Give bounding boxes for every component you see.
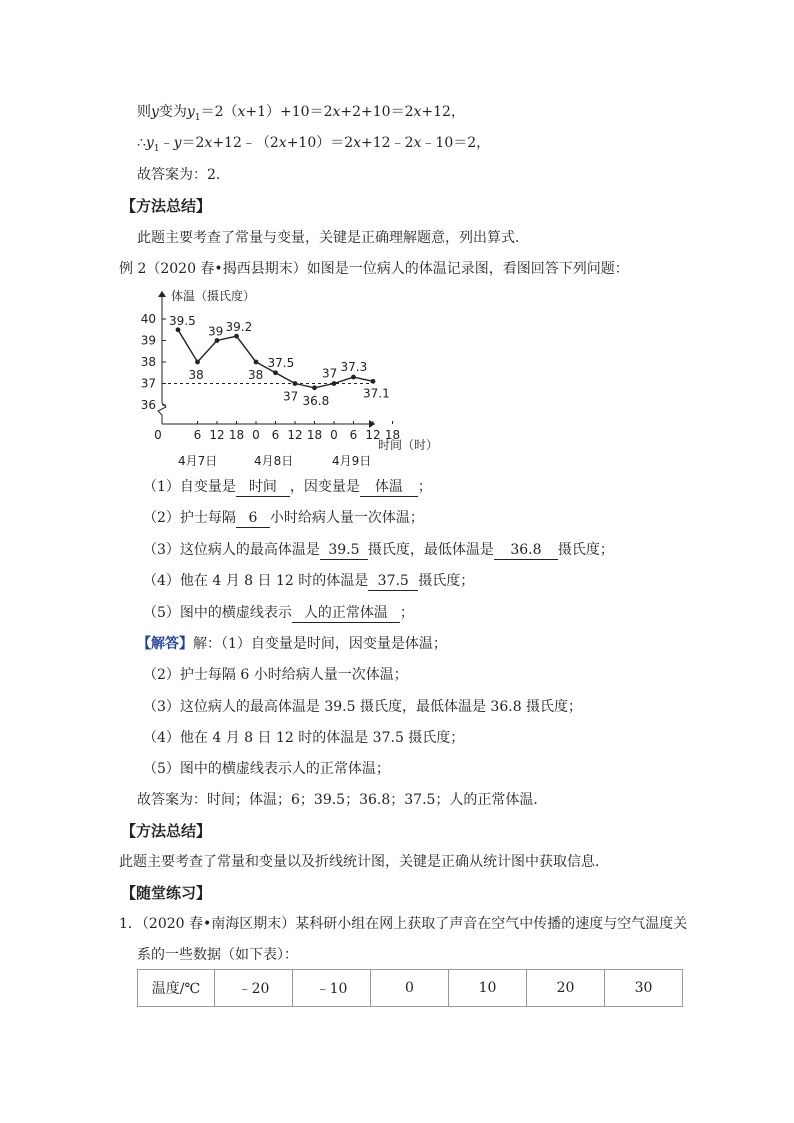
data-label: 37.3 bbox=[340, 360, 368, 375]
x-tick-label: 6 bbox=[271, 428, 280, 442]
answer-line-1: 【解答】解：（1）自变量是时间，因变量是体温； bbox=[137, 636, 447, 652]
method-summary-title-2: 【方法总结】 bbox=[121, 822, 212, 840]
x-tick-label: 18 bbox=[228, 428, 245, 442]
data-label: 37 bbox=[283, 389, 299, 404]
data-point bbox=[195, 360, 200, 365]
practice-title: 【随堂练习】 bbox=[121, 884, 212, 902]
data-label: 37.1 bbox=[363, 386, 390, 401]
x-tick-label: 6 bbox=[349, 428, 358, 442]
x-tick-label: 18 bbox=[306, 428, 323, 442]
question-1: （1）自变量是 时间 ，因变量是 体温 ； bbox=[143, 479, 432, 495]
table-cell: 10 bbox=[449, 970, 527, 1007]
data-label: 39.5 bbox=[169, 313, 196, 328]
temperature-line-chart bbox=[135, 283, 455, 473]
table-cell: ﹣10 bbox=[293, 970, 371, 1007]
x-tick-label: 0 bbox=[330, 428, 338, 442]
table-cell: 30 bbox=[605, 970, 683, 1007]
data-label: 39 bbox=[208, 324, 224, 339]
answer-line-3: （3）这位病人的最高体温是 39.5 摄氏度，最低体温是 36.8 摄氏度； bbox=[143, 699, 583, 715]
y-tick-label: 38 bbox=[140, 355, 156, 369]
data-label: 36.8 bbox=[302, 393, 330, 408]
table-cell: 0 bbox=[371, 970, 449, 1007]
solution-line-1: 则y变为$y_1=2(x+1)+10=2x+2+10=2x+12$， bbox=[137, 104, 465, 123]
question-3: （3）这位病人的最高体温是 39.5 摄氏度，最低体温是 36.8 摄氏度； bbox=[143, 542, 614, 558]
question-5: （5）图中的横虚线表示 人的正常体温 ； bbox=[143, 605, 414, 621]
x-tick-label: 0 bbox=[154, 428, 162, 442]
data-point bbox=[176, 327, 181, 332]
answer-line-4: （4）他在 4 月 8 日 12 时的体温是 37.5 摄氏度； bbox=[143, 730, 465, 746]
data-point bbox=[371, 379, 376, 384]
method-summary-text-2: 此题主要考查了常量和变量以及折线统计图，关键是正确从统计图中获取信息． bbox=[119, 854, 609, 870]
data-point bbox=[312, 385, 317, 390]
data-point bbox=[234, 334, 239, 339]
answer-line-5: （5）图中的横虚线表示人的正常体温； bbox=[143, 761, 390, 777]
x-tick-label: 12 bbox=[287, 428, 303, 442]
data-label: 38 bbox=[188, 368, 204, 382]
answer-line-6: 故答案为：时间；体温；6；39.5；36.8；37.5；人的正常体温． bbox=[137, 792, 548, 808]
example-2-text: 例 2（2020 春•揭西县期末）如图是一位病人的体温记录图，看图回答下列问题： bbox=[119, 261, 629, 277]
x-axis-arrow bbox=[369, 420, 375, 428]
method-summary-text-1: 此题主要考查了常量与变量，关键是正确理解题意，列出算式． bbox=[137, 230, 529, 246]
day-label: 4月8日 bbox=[254, 454, 294, 468]
x-tick-label: 12 bbox=[209, 428, 225, 442]
solution-line-3: 故答案为：2． bbox=[137, 167, 230, 183]
data-point bbox=[215, 338, 220, 343]
x-tick-label: 0 bbox=[252, 428, 260, 442]
y-axis-title: 体温（摄氏度） bbox=[171, 289, 256, 303]
y-axis-arrow bbox=[158, 291, 166, 297]
table-header-cell: 温度/℃ bbox=[138, 970, 215, 1007]
speed-temperature-table bbox=[137, 969, 683, 1007]
data-label: 37.5 bbox=[267, 355, 295, 370]
y-tick-label: 39 bbox=[140, 333, 156, 348]
question-4: （4）他在 4 月 8 日 12 时的体温是 37.5 摄氏度； bbox=[143, 573, 475, 589]
practice-question-1-line-1: 1．（2020 春•南海区期末）某科研小组在网上获取了声音在空气中传播的速度与空气温度关 bbox=[119, 916, 688, 932]
data-point bbox=[273, 370, 278, 375]
method-summary-title-1: 【方法总结】 bbox=[121, 197, 212, 215]
answer-line-2: （2）护士每隔 6 小时给病人量一次体温； bbox=[143, 667, 408, 683]
data-point bbox=[332, 381, 337, 386]
answer-tag: 【解答】 bbox=[137, 636, 193, 652]
y-tick-label: 40 bbox=[140, 312, 156, 326]
x-tick-label: 18 bbox=[384, 428, 401, 442]
day-label: 4月9日 bbox=[332, 454, 372, 468]
x-tick-label: 6 bbox=[193, 428, 202, 442]
data-point bbox=[293, 381, 298, 386]
data-point bbox=[351, 375, 356, 380]
y-tick-label: 36 bbox=[140, 398, 156, 412]
table-row bbox=[138, 970, 683, 1007]
x-tick-label: 12 bbox=[365, 428, 381, 442]
y-tick-label: 37 bbox=[140, 376, 156, 391]
data-label: 37 bbox=[322, 366, 338, 381]
table-cell: 20 bbox=[527, 970, 605, 1007]
day-label: 4月7日 bbox=[178, 454, 218, 468]
data-point bbox=[254, 360, 259, 365]
x-axis-title: 时间（时） bbox=[378, 438, 439, 452]
data-label: 39.2 bbox=[225, 320, 253, 335]
solution-line-2: $\therefore y_1﹣y=2x+12﹣(2x+10)=2x+12﹣2x﹣10=2$， bbox=[137, 135, 491, 154]
practice-question-1-line-2: 系的一些数据（如下表）： bbox=[137, 947, 298, 963]
table-cell: ﹣20 bbox=[215, 970, 293, 1007]
question-2: （2）护士每隔 6 小时给病人量一次体温； bbox=[143, 510, 424, 526]
data-label: 38 bbox=[248, 368, 264, 382]
